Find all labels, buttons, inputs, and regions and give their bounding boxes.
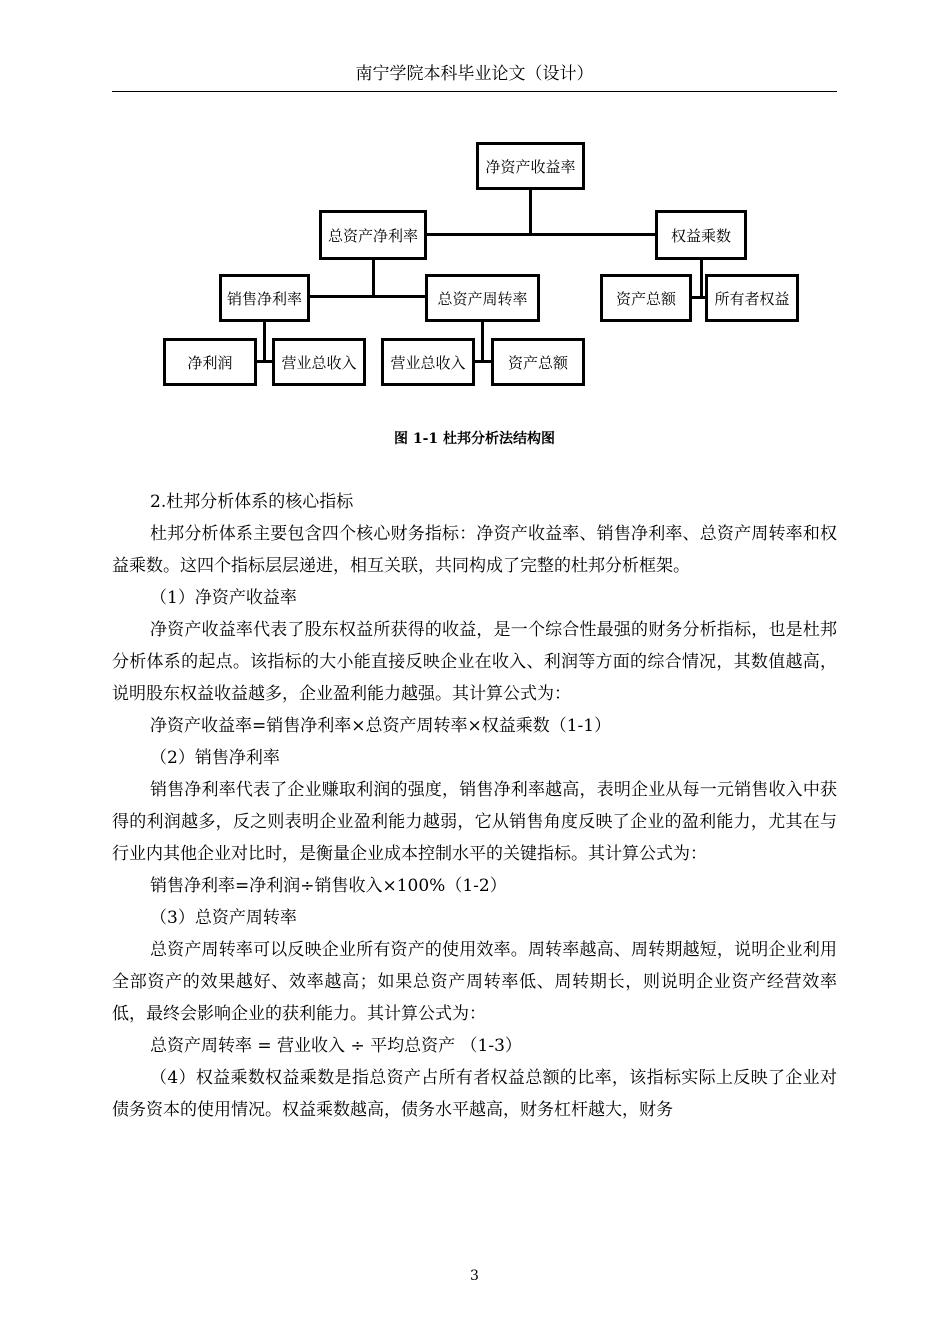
formula: 净资产收益率=销售净利率×总资产周转率×权益乘数（1-1） — [150, 716, 612, 736]
node-owner-equity: 所有者权益 — [705, 274, 799, 322]
node-total-asset-net-profit-rate: 总资产净利率 — [319, 210, 427, 260]
formula: 销售净利率=净利润÷销售收入×100%（1-2） — [150, 876, 507, 896]
node-total-asset-turnover: 总资产周转率 — [425, 274, 540, 322]
page-number: 3 — [470, 1268, 479, 1284]
connector-line — [473, 360, 493, 363]
node-net-profit: 净利润 — [163, 338, 257, 386]
connector-line — [481, 321, 484, 362]
node-total-assets: 资产总额 — [600, 274, 692, 322]
subsection-heading: （2）销售净利率 — [150, 748, 280, 768]
connector-line — [372, 260, 375, 297]
node-operating-revenue-2: 营业总收入 — [381, 338, 475, 386]
paragraph: （4）权益乘数权益乘数是指总资产占所有者权益总额的比率，该指标实际上反映了企业对债务资本的使用情况。权益乘数越高，债务水平越高，财务杠杆越大，财务 — [112, 1068, 837, 1120]
node-total-assets-2: 资产总额 — [491, 338, 585, 386]
paragraph: 销售净利率代表了企业赚取利润的强度，销售净利率越高，表明企业从每一元销售收入中获得的利润越多，反之则表明企业盈利能力越弱，它从销售角度反映了企业的盈利能力，尤其在与行业内其他企业对比时，是衡量企业成本控制水平的关键指标。其计算公式为： — [112, 780, 837, 864]
dupont-structure-diagram — [0, 0, 950, 420]
subsection-heading: （3）总资产周转率 — [150, 908, 297, 928]
connector-line — [425, 233, 655, 236]
subsection-heading: （1）净资产收益率 — [150, 588, 297, 608]
connector-line — [529, 190, 532, 235]
formula: 总资产周转率 = 营业收入 ÷ 平均总资产 （1-3） — [150, 1036, 522, 1056]
node-equity-multiplier: 权益乘数 — [655, 210, 747, 260]
body-text — [112, 486, 837, 1126]
connector-line — [700, 258, 703, 298]
section-heading: 2.杜邦分析体系的核心指标 — [150, 492, 354, 512]
node-operating-revenue: 营业总收入 — [272, 338, 366, 386]
paragraph: 总资产周转率可以反映企业所有资产的使用效率。周转率越高、周转期越短，说明企业利用全部资产的效果越好、效率越高；如果总资产周转率低、周转期长，则说明企业资产经营效率低，最终会影响企业的获利能力。其计算公式为： — [112, 940, 837, 1024]
running-header: 南宁学院本科毕业论文（设计） — [355, 64, 594, 84]
node-net-profit-margin: 销售净利率 — [219, 274, 310, 322]
connector-line — [263, 321, 266, 362]
paragraph: 杜邦分析体系主要包含四个核心财务指标：净资产收益率、销售净利率、总资产周转率和权益乘数。这四个指标层层递进，相互关联，共同构成了完整的杜邦分析框架。 — [112, 524, 837, 576]
connector-line — [309, 295, 425, 298]
figure-caption: 图 1-1 杜邦分析法结构图 — [393, 431, 556, 447]
node-roe: 净资产收益率 — [476, 142, 585, 190]
paragraph: 净资产收益率代表了股东权益所获得的收益，是一个综合性最强的财务分析指标，也是杜邦分析体系的起点。该指标的大小能直接反映企业在收入、利润等方面的综合情况，其数值越高，说明股东权益收益越多，企业盈利能力越强。其计算公式为： — [112, 620, 837, 704]
